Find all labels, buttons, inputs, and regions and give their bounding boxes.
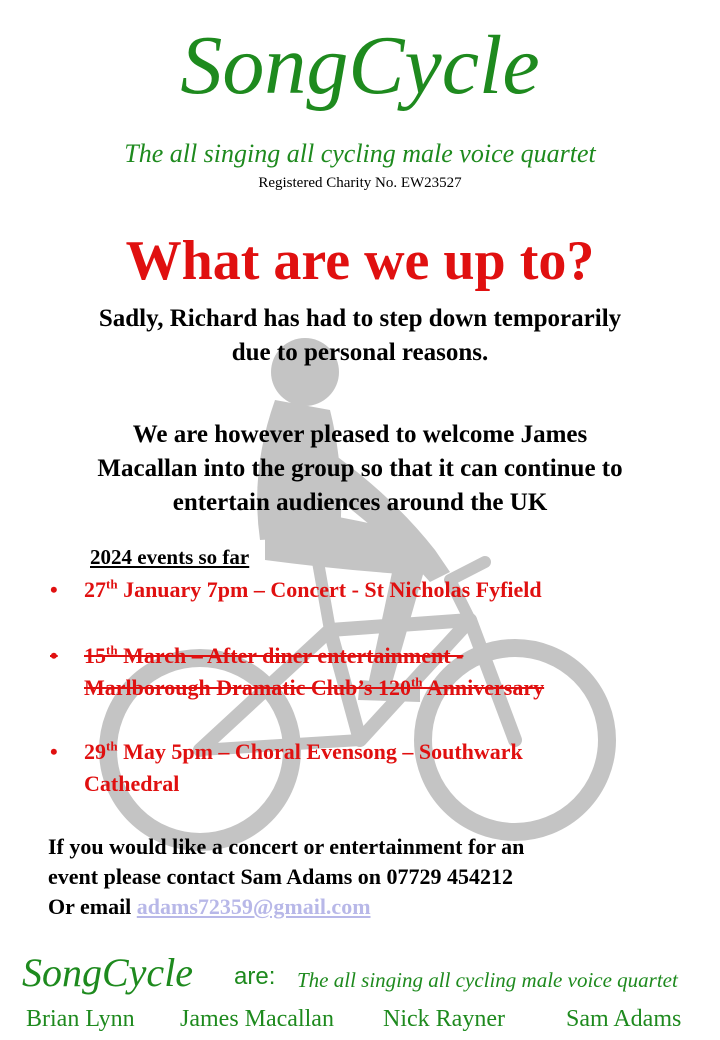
event-item	[50, 574, 690, 606]
event-item-cancelled	[50, 640, 690, 704]
event-text: March – After diner entertainment -	[117, 643, 464, 668]
email-prefix: Or email	[48, 894, 137, 919]
event-text: Anniversary	[422, 675, 545, 700]
member-name: James Macallan	[180, 1006, 334, 1032]
announcement-line: Macallan into the group so that it can continue to	[97, 455, 623, 482]
event-text: Marlborough Dramatic Club’s 120	[84, 675, 411, 700]
contact-email-line	[48, 892, 688, 922]
announcement-line: Sadly, Richard has had to step down temporarily	[98, 305, 622, 332]
bullet: •	[50, 739, 58, 764]
event-day: 27	[84, 577, 106, 602]
event-day-suffix: th	[106, 738, 118, 754]
event-text: January 7pm – Concert - St Nicholas Fyfield	[117, 577, 542, 602]
event-anniversary-suffix: th	[410, 674, 423, 690]
member-name: Nick Rayner	[383, 1006, 505, 1032]
announcement-line: due to personal reasons.	[231, 339, 489, 366]
footer-brand: SongCycle	[22, 950, 194, 995]
email-link[interactable]: adams72359@gmail.com	[136, 894, 371, 919]
announcement-line: We are however pleased to welcome James	[132, 421, 588, 448]
page-title: SongCycle	[180, 19, 540, 112]
events-title: 2024 events so far	[90, 545, 250, 569]
event-day: 29	[84, 739, 106, 764]
contact-line: If you would like a concert or entertainment for an	[48, 834, 525, 859]
event-day-suffix: th	[106, 576, 118, 592]
announcement-line: entertain audiences around the UK	[172, 489, 548, 516]
announcement-paragraph-1	[10, 302, 710, 370]
event-item	[50, 736, 690, 800]
event-day-suffix: th	[106, 642, 118, 658]
contact-line: event please contact Sam Adams on 07729 454212	[48, 864, 514, 889]
footer-are: are:	[234, 963, 276, 990]
contact-block	[48, 832, 688, 922]
event-day: 15	[84, 643, 106, 668]
main-heading: What are we up to?	[125, 230, 595, 292]
bullet: •	[50, 643, 58, 668]
footer-tagline: The all singing all cycling male voice quartet	[297, 968, 678, 992]
event-text: May 5pm – Choral Evensong – Southwark	[117, 739, 523, 764]
bullet: •	[50, 577, 58, 602]
cyclist-silhouette	[90, 330, 630, 890]
charity-number: Registered Charity No. EW23527	[258, 175, 462, 191]
event-text: Cathedral	[84, 771, 180, 796]
announcement-paragraph-2	[10, 418, 710, 520]
member-name: Brian Lynn	[26, 1006, 135, 1032]
member-name: Sam Adams	[566, 1006, 682, 1032]
tagline: The all singing all cycling male voice quartet	[124, 139, 596, 168]
